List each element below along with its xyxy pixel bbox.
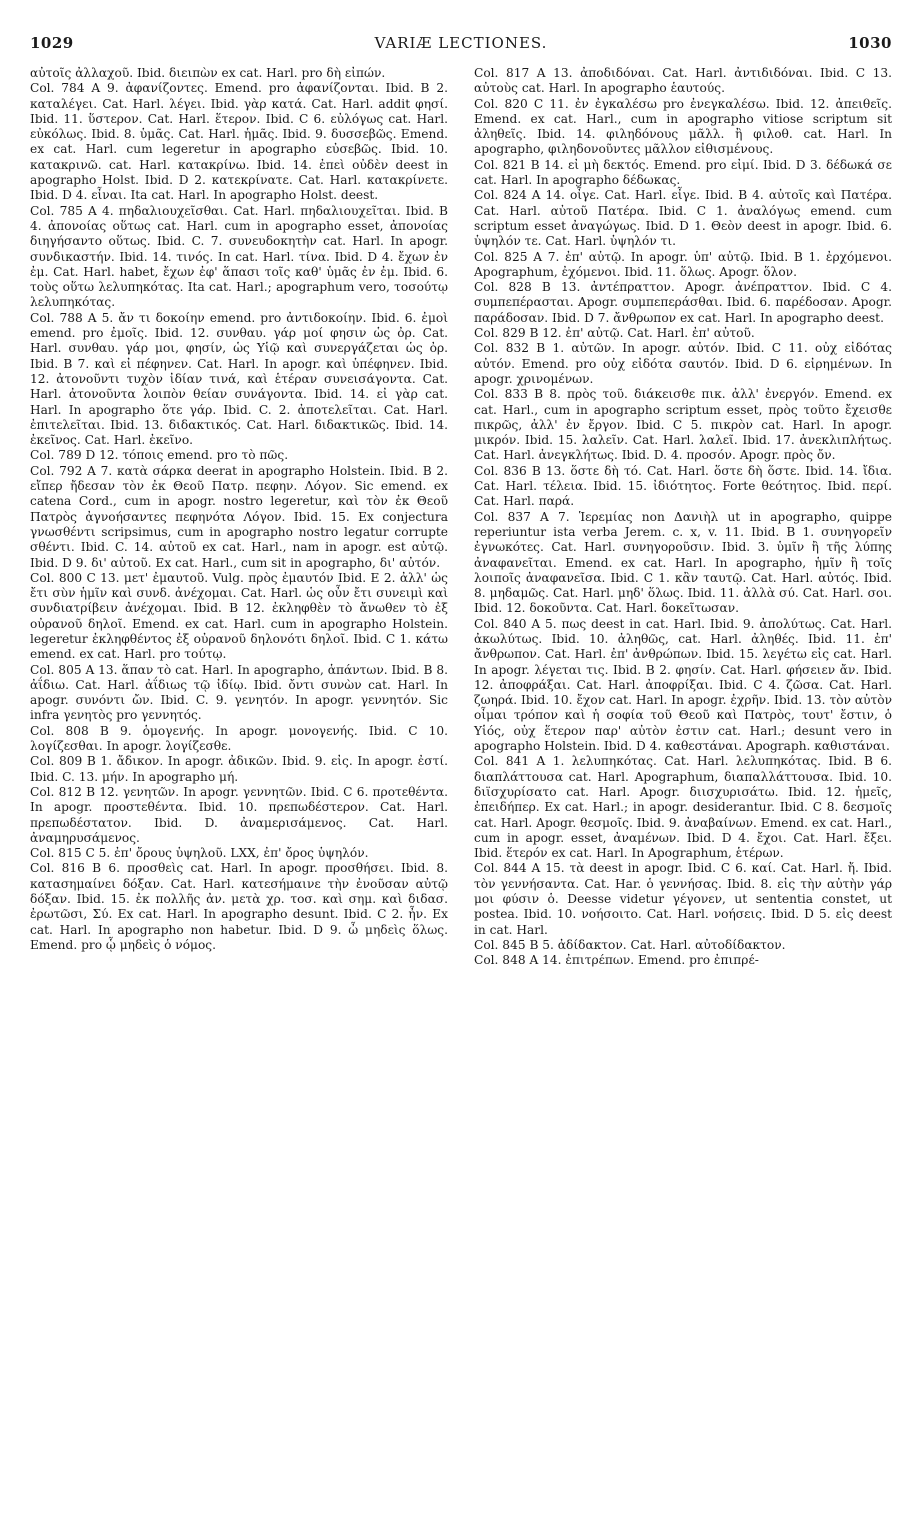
paragraph: Col. 817 A 13. ἀποδιδόναι. Cat. Harl. ἀντιδιδόναι. Ibid. C 13. αὐτοὺς cat. Harl. In apographo ἑαυτούς. xyxy=(474,66,892,96)
paragraph: Col. 836 B 13. ὅστε δὴ τό. Cat. Harl. ὅστε δὴ ὅστε. Ibid. 14. ἴδια. Cat. Harl. τέλεια. Ibid. 15. ἰδιότητος. Forte θεότητος. Ibid. περί. Cat. Harl. παρά. xyxy=(474,463,892,509)
right-column xyxy=(474,66,892,969)
paragraph: Col. 800 C 13. μετ' ἐμαυτοῦ. Vulg. πρὸς ἐμαυτόν Ibid. E 2. ἀλλ' ὡς ἔτι σὺν ἡμῖν καὶ συνδ. ἀνέχομαι. Cat. Harl. ὡς οὖν ἔτι συνειμὶ καὶ συνδιατρίβειν ἀνέχομαι. Ibid. B 12. ἐκληφθὲν τὸ ἄνωθεν τὸ ἐξ οὐρανοῦ δηλοῖ. Emend. ex cat. Harl. cum in apographo Holstein. legeretur ἐκληφθέντος ἐξ οὐρανοῦ δηλονότι δηλοῖ. Ibid. C 1. κάτω emend. ex cat. Harl. pro τούτῳ. xyxy=(30,570,448,662)
page-number-left: 1029 xyxy=(30,34,74,52)
paragraph: Col. 820 C 11. ἐν ἐγκαλέσω pro ἐνεγκαλέσω. Ibid. 12. ἀπειθεῖς. Emend. ex cat. Harl., cum in apographo vitiose scriptum sit ἀληθεῖς. Ibid. 14. φιληδόνους μᾶλλ. ἢ φιλοθ. cat. Harl. In apographo, φιληδονοῦντες μᾶλλον εἰθισμένους. xyxy=(474,96,892,157)
paragraph: Col. 828 B 13. ἀντέπραττον. Apogr. ἀνέπραττον. Ibid. C 4. συμπεπέρασται. Apogr. συμπεπεράσθαι. Ibid. 6. παρέδοσαν. Apogr. παράδοσαν. Ibid. D 7. ἄνθρωπον ex cat. Harl. In apographo deest. xyxy=(474,280,892,325)
paragraph: Col. 829 B 12. ἐπ' αὐτῷ. Cat. Harl. ἐπ' αὐτοῦ. xyxy=(474,326,755,341)
paragraph: αὐτοῖς ἀλλαχοῦ. Ibid. διειπὼν ex cat. Harl. pro δὴ εἰπών. xyxy=(30,66,386,80)
page-number-right: 1030 xyxy=(848,34,892,52)
paragraph: Col. 840 A 5. πως deest in cat. Harl. Ibid. 9. ἀπολύτως. Cat. Harl. ἀκωλύτως. Ibid. 10. ἀληθῶς, cat. Harl. ἀληθές. Ibid. 11. ἐπ' ἄνθρωπον. Cat. Harl. ἐπ' ἀνθρώπων. Ibid. 15. λεγέτω εἰς cat. Harl. In apogr. λέγεται τις. Ibid. B 2. φησίν. Cat. Harl. φήσειεν ἄν. Ibid. 12. ἀποφράξαι. Cat. Harl. ἀποφρίξαι. Ibid. C 4. ζῶσα. Cat. Harl. ζωηρά. Ibid. 10. ἔχον cat. Harl. In apogr. ἐχρῆν. Ibid. 13. τὸν αὐτὸν οἶμαι τρόπον καὶ ἡ σοφία τοῦ Θεοῦ καὶ Πατρὸς, τουτ' ἔστιν, ὁ Υἱός, οὐχ ἕτερον παρ' αὐτὸν ἐστιν cat. Harl.; desunt vero in apographo Holstein. Ibid. D 4. καθεστάναι. Apograph. καθιστάναι. xyxy=(474,616,892,754)
paragraph: Col. 821 B 14. εἰ μὴ δεκτός. Emend. pro εἰμί. Ibid. D 3. δέδωκά σε cat. Harl. In apographo δέδωκας. xyxy=(474,157,892,188)
paragraph: Col. 825 A 7. ἐπ' αὐτῷ. In apogr. ὑπ' αὐτῷ. Ibid. B 1. ἐρχόμενοι. Apographum, ἐχόμενοι. Ibid. 11. ὅλως. Apogr. ὅλον. xyxy=(474,249,892,279)
paragraph: Col. 805 A 13. ἅπαν τὸ cat. Harl. In apographo, ἁπάντων. Ibid. B 8. ἀΐδιω. Cat. Harl. ἀΐδιως τῷ ἰδίῳ. Ibid. ὄντι συνὼν cat. Harl. In apogr. συνόντι ὤν. Ibid. C. 9. γενητόν. In apogr. γεννητόν. Sic infra γενητὸς pro γεννητός. xyxy=(30,662,448,723)
paragraph: Col. 788 A 5. ἄν τι δοκοίην emend. pro ἀντιδοκοίην. Ibid. 6. ἐμοὶ emend. pro ἐμοῖς. Ibid. 12. συνθαυ. γάρ μοί φησιν ὡς ὀρ. Cat. Harl. συνθαυ. γάρ μοι, φησίν, ὡς Υἱῷ καὶ συνεργάζεται ὡς ὀρ. Ibid. B 7. καὶ εἰ πέφηνεν. Cat. Harl. In apogr. καὶ ὑπέφηνεν. Ibid. 12. ἀτονοῦντι τυχὸν ἰδίαν τινά, καὶ ἑτέραν συνεισάγοντα. Cat. Harl. ἀτονοῦντα λοιπὸν θείαν συνάγοντα. Ibid. 14. εἰ γὰρ cat. Harl. In apographo ὅτε γάρ. Ibid. C. 2. ἀποτελεῖται. Cat. Harl. ἐπιτελεῖται. Ibid. 13. διδακτικός. Cat. Harl. διδακτικῶς. Ibid. 14. ἐκεῖνος. Cat. Harl. ἐκεῖνο. xyxy=(30,310,448,448)
paragraph: Col. 824 A 14. οἶγε. Cat. Harl. εἶγε. Ibid. B 4. αὐτοῖς καὶ Πατέρα. Cat. Harl. αὐτοῦ Πατέρα. Ibid. C 1. ἀναλόγως emend. cum scriptum esset ἀναγώγως. Ibid. D 1. Θεὸν deest in apogr. Ibid. 6. ὑψηλόν τε. Cat. Harl. ὑψηλόν τι. xyxy=(474,188,892,249)
running-title: VARIÆ LECTIONES. xyxy=(374,34,548,52)
paragraph: Col. 832 B 1. αὐτῶν. In apogr. αὐτόν. Ibid. C 11. οὐχ εἰδότας αὐτόν. Emend. pro οὐχ εἰδότα σαυτόν. Ibid. D 6. εἰρημένων. In apogr. χρινομένων. xyxy=(474,341,892,386)
paragraph: Col. 841 A 1. λελυπηκότας. Cat. Harl. λελυπηκότας. Ibid. B 6. διαπλάττουσα cat. Harl. Apographum, διαπαλλάττουσα. Ibid. 10. διϊσχυρίσατο cat. Harl. Apogr. διισχυρισάτω. Ibid. 12. ἡμεῖς, ἐπειδήπερ. Ex cat. Harl.; in apogr. desiderantur. Ibid. C 8. δεσμοῖς cat. Harl. Apogr. θεσμοῖς. Ibid. 9. ἀναβαίνων. Emend. ex cat. Harl., cum in apogr. esset, ἀναμένων. Ibid. D 4. ἔχοι. Cat. Harl. ἔξει. Ibid. ἕτερόν ex cat. Harl. In Apographum, ἑτέρων. xyxy=(474,754,892,861)
paragraph: Col. 809 B 1. ἄδικον. In apogr. ἀδικῶν. Ibid. 9. εἰς. In apogr. ἐστί. Ibid. C. 13. μήν. In apographo μή. xyxy=(30,754,448,784)
paragraph: Col. 848 A 14. ἐπιτρέπων. Emend. pro ἐπιπρέ- xyxy=(474,953,759,968)
paragraph: Col. 837 A 7. Ἱερεμίας non Δανιὴλ ut in apographo, quippe reperiuntur ista verba Jerem. c. x, v. 11. Ibid. B 1. συνηγορεῖν ἐγνωκότες. Cat. Harl. συνηγοροῦσιν. Ibid. 3. ὑμῖν ἢ τῆς λύπης ἀναφανεῖται. Emend. ex cat. Harl. In apographo, ἡμῖν ἢ τοῖς λοιποῖς ἀναφανεῖσα. Ibid. C 1. κἂν ταυτῷ. Cat. Harl. αὐτός. Ibid. 8. μηδαμῶς. Cat. Harl. μηδ' ὅλως. Ibid. 11. ἀλλὰ σύ. Cat. Harl. σοι. Ibid. 12. δοκοῦντα. Cat. Harl. δοκεῖτωσαν. xyxy=(474,509,892,616)
paragraph: Col. 789 D 12. τόποις emend. pro τὸ πῶς. xyxy=(30,448,289,463)
running-header xyxy=(30,34,892,56)
paragraph: Col. 833 B 8. πρὸς τοῦ. διάκεισθε πικ. ἀλλ' ἐνεργόν. Emend. ex cat. Harl., cum in apographo scriptum esset, πρὸς τοῦτο ἔχεισθε πικρῶς, ἀλλ' ἐν ἔργον. Ibid. C 5. πικρὸν cat. Harl. In apogr. μικρόν. Ibid. 15. λαλεῖν. Cat. Harl. λαλεῖ. Ibid. 17. ἀνεκλιπλήτως. Cat. Harl. ἀνεγκλήτως. Ibid. D. 4. προσόν. Apogr. πρὸς ὄν. xyxy=(474,387,892,463)
paragraph: Col. 784 A 9. ἀφανίζοντες. Emend. pro ἀφανίζονται. Ibid. B 2. καταλέγει. Cat. Harl. λέγει. Ibid. γὰρ κατά. Cat. Harl. addit φησί. Ibid. 11. ὕστερον. Cat. Harl. ἕτερον. Ibid. C 6. εὐλόγως cat. Harl. εὐκόλως. Ibid. 8. ὑμᾶς. Cat. Harl. ἡμᾶς. Ibid. 9. δυσσεβῶς. Emend. ex cat. Harl. cum legeretur in apographo εὐσεβῶς. Ibid. 10. κατακρινῶ. cat. Harl. κατακρίνω. Ibid. 14. ἐπεὶ οὐδὲν deest in apographo Holst. Ibid. D 2. κατεκρίνατε. Cat. Harl. κατακρίνετε. Ibid. D 4. εἶναι. Ita cat. Harl. In apographo Holst. deest. xyxy=(30,81,448,203)
paragraph: Col. 815 C 5. ἐπ' ὄρους ὑψηλοῦ. LXX, ἐπ' ὄρος ὑψηλόν. xyxy=(30,846,369,861)
paragraph: Col. 785 A 4. πηδαλιουχεῖσθαι. Cat. Harl. πηδαλιουχεῖται. Ibid. B 4. ἀπονοίας οὕτως cat. Harl. cum in apographo esset, ἀπονοίας διηγήσαντο οὕτως. Ibid. C. 7. συνευδοκητὴν cat. Harl. In apogr. συνδικαστήν. Ibid. 14. τινός. In cat. Harl. τίνα. Ibid. D 4. ἔχων ἐν ἐμ. Cat. Harl. habet, ἔχων ἐφ' ἅπασι τοῖς καθ' ὑμᾶς ἐν ἐμ. Ibid. 6. τοὺς οὕτω λελυπηκότας. Ita cat. Harl.; apographum vero, τοσούτῳ λελυπηκότας. xyxy=(30,203,448,310)
paragraph: Col. 816 B 6. προσθεὶς cat. Harl. In apogr. προσθήσει. Ibid. 8. κατασημαίνει δόξαν. Cat. Harl. κατεσήμαινε τὴν ἐνοῦσαν αὐτῷ δόξαν. Ibid. 15. ἐκ πολλῆς ἀν. μετὰ χρ. τοσ. καὶ σημ. καὶ διδασ. ἐρωτῶσι, Σύ. Ex cat. Harl. In apographo desunt. Ibid. C 2. ἦν. Ex cat. Harl. In apographo non habetur. Ibid. D 9. ὦ μηδεὶς ὅλως. Emend. pro ᾧ μηδεὶς ὁ νόμος. xyxy=(30,861,448,952)
left-column xyxy=(30,66,448,953)
paragraph: Col. 808 B 9. ὁμογενής. In apogr. μονογενής. Ibid. C 10. λογίζεσθαι. In apogr. λογίζεσθε. xyxy=(30,723,448,754)
paragraph: Col. 812 B 12. γενητῶν. In apogr. γεννητῶν. Ibid. C 6. προτεθέντα. In apogr. προστεθέντα. Ibid. 10. πρεπωδέστερον. Cat. Harl. πρεπωδέστατον. Ibid. D. ἀναμερισάμενος. Cat. Harl. ἀναμηρυσάμενος. xyxy=(30,784,448,845)
paragraph: Col. 845 B 5. ἀδίδακτον. Cat. Harl. αὐτοδίδακτον. xyxy=(474,937,786,952)
paragraph: Col. 844 A 15. τὰ deest in apogr. Ibid. C 6. καί. Cat. Harl. ἤ. Ibid. τὸν γεννήσαντα. Cat. Har. ὁ γεννήσας. Ibid. 8. εἰς τὴν αὐτὴν γάρ μοι φύσιν ὁ. Deesse videtur γέγονεν, ut sententia constet, ut postea. Ibid. 10. νοήσοιτο. Cat. Harl. νοήσεις. Ibid. D 5. εἰς deest in cat. Harl. xyxy=(474,861,892,937)
paragraph: Col. 792 A 7. κατὰ σάρκα deerat in apographo Holstein. Ibid. B 2. εἴπερ ἤδεσαν τὸν ἐκ Θεοῦ Πατρ. πεφην. Λόγον. Sic emend. ex catena Cord., cum in apogr. nostro legeretur, καὶ τὸν ἐκ Θεοῦ Πατρὸς ἀγνοήσαντες πεφηνότα Λόγον. Ibid. 15. Ex conjectura γνωσθέντι scripsimus, cum in apographo nostro legatur corrupte σθέντι. Ibid. C. 14. αὐτοῦ ex cat. Harl., nam in apogr. est αὐτῷ. Ibid. D 9. δι' αὐτοῦ. Ex cat. Harl., cum sit in apographo, δι' αὐτόν. xyxy=(30,463,448,570)
